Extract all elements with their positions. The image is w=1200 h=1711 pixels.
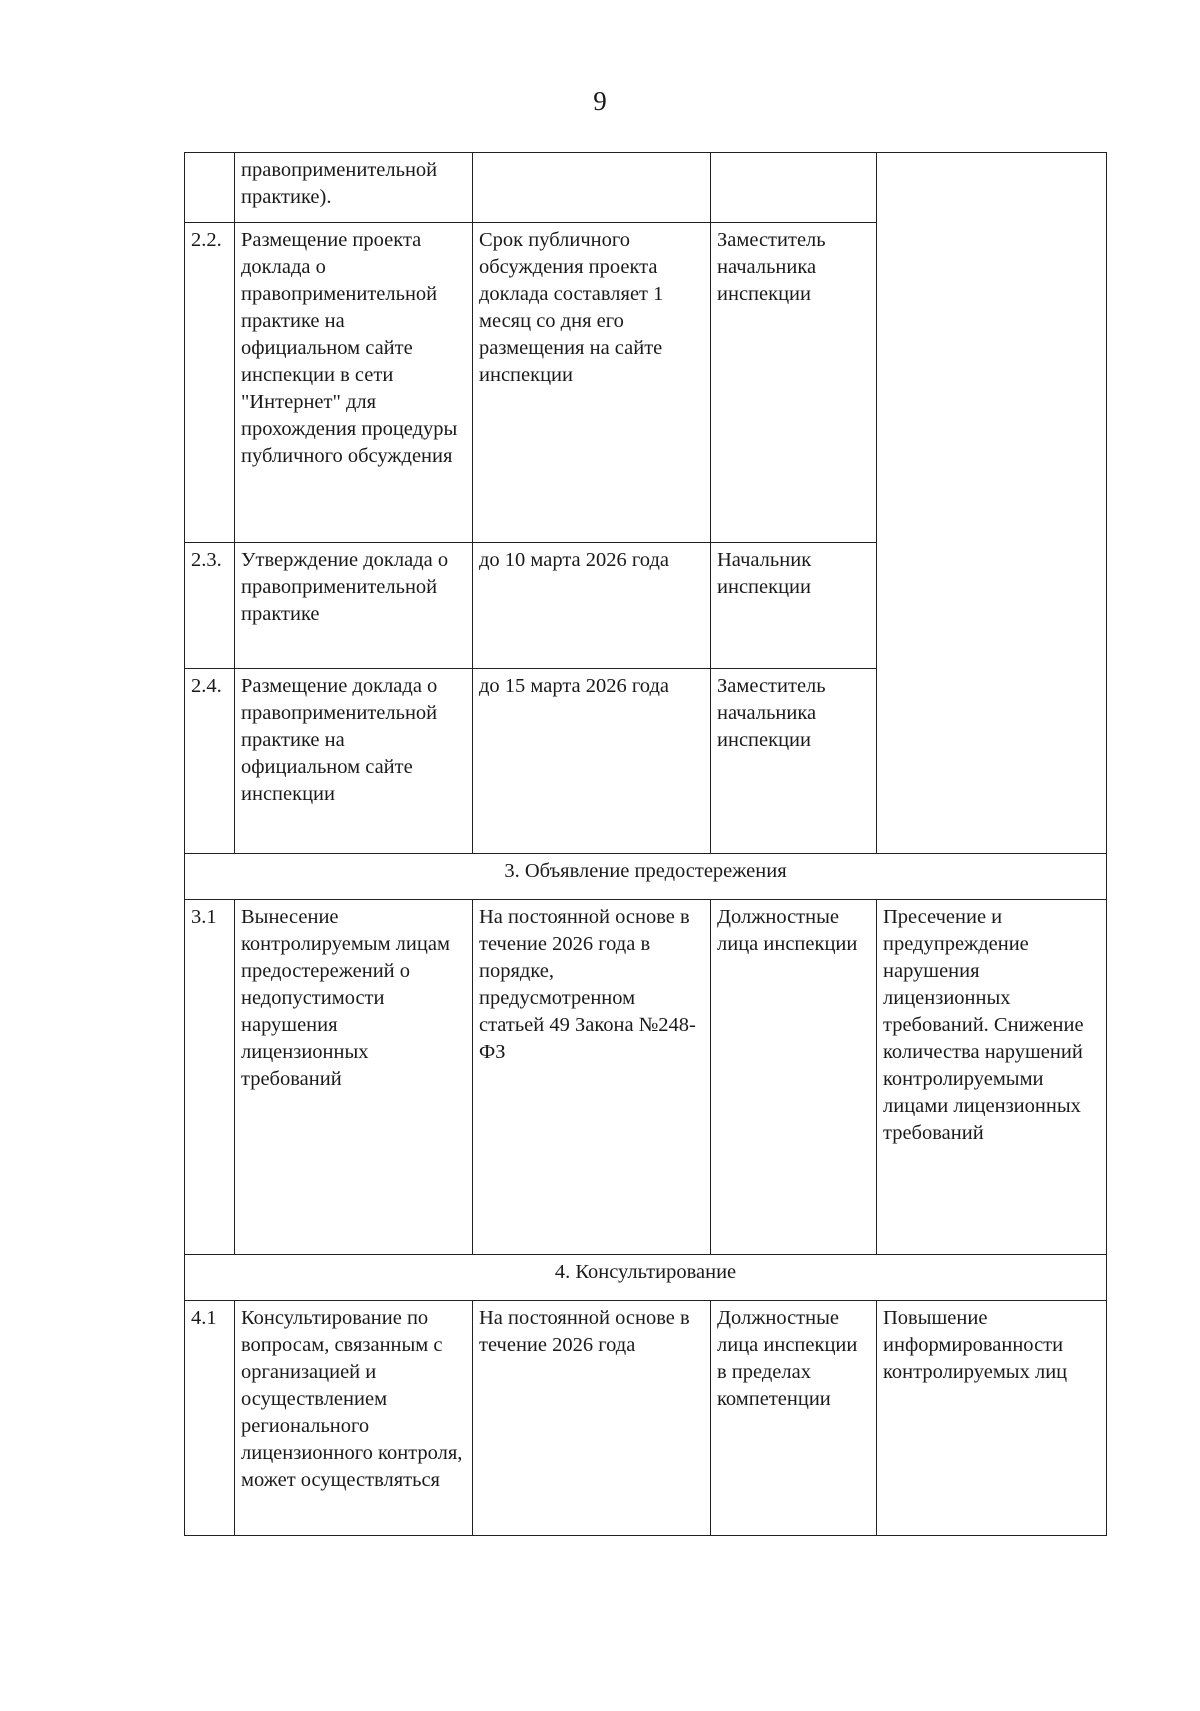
term-cell: На постоянной основе в течение 2026 года bbox=[473, 1301, 711, 1536]
page-number: 9 bbox=[593, 86, 607, 116]
event-cell: Размещение проекта доклада о правоприменительной практике на официальном сайте инспекции в сети "Интернет" для прохождения процедуры публичного обсуждения bbox=[235, 223, 473, 543]
responsible-cell: Должностные лица инспекции в пределах компетенции bbox=[711, 1301, 877, 1536]
event-cell: Консультирование по вопросам, связанным с организацией и осуществлением регионального лицензионного контроля, может осуществляться bbox=[235, 1301, 473, 1536]
responsible-cell: Должностные лица инспекции bbox=[711, 900, 877, 1255]
event-cell: Утверждение доклада о правоприменительной практике bbox=[235, 543, 473, 669]
row-number: 4.1 bbox=[185, 1301, 235, 1536]
section-row bbox=[185, 1255, 1107, 1301]
responsible-cell: Заместитель начальника инспекции bbox=[711, 223, 877, 543]
event-cell: Вынесение контролируемым лицам предостережений о недопустимости нарушения лицензионных требований bbox=[235, 900, 473, 1255]
row-number bbox=[185, 153, 235, 223]
event-cell: правоприменительной практике). bbox=[235, 153, 473, 223]
plan-table bbox=[184, 152, 1107, 1536]
row-number: 2.2. bbox=[185, 223, 235, 543]
section-title: 4. Консультирование bbox=[185, 1255, 1107, 1301]
result-cell: Повышение информированности контролируемых лиц bbox=[877, 1301, 1107, 1536]
row-number: 3.1 bbox=[185, 900, 235, 1255]
table-row bbox=[185, 153, 1107, 223]
result-cell bbox=[877, 153, 1107, 854]
term-cell: до 10 марта 2026 года bbox=[473, 543, 711, 669]
row-number: 2.3. bbox=[185, 543, 235, 669]
term-cell bbox=[473, 153, 711, 223]
table-row bbox=[185, 900, 1107, 1255]
table-row bbox=[185, 1301, 1107, 1536]
section-title: 3. Объявление предостережения bbox=[185, 854, 1107, 900]
term-cell: На постоянной основе в течение 2026 года в порядке, предусмотренном статьей 49 Закона №248-ФЗ bbox=[473, 900, 711, 1255]
term-cell: до 15 марта 2026 года bbox=[473, 669, 711, 854]
event-cell: Размещение доклада о правоприменительной практике на официальном сайте инспекции bbox=[235, 669, 473, 854]
row-number: 2.4. bbox=[185, 669, 235, 854]
result-cell: Пресечение и предупреждение нарушения лицензионных требований. Снижение количества нарушений контролируемыми лицами лицензионных требований bbox=[877, 900, 1107, 1255]
responsible-cell: Начальник инспекции bbox=[711, 543, 877, 669]
responsible-cell bbox=[711, 153, 877, 223]
responsible-cell: Заместитель начальника инспекции bbox=[711, 669, 877, 854]
term-cell: Срок публичного обсуждения проекта доклада составляет 1 месяц со дня его размещения на сайте инспекции bbox=[473, 223, 711, 543]
section-row bbox=[185, 854, 1107, 900]
